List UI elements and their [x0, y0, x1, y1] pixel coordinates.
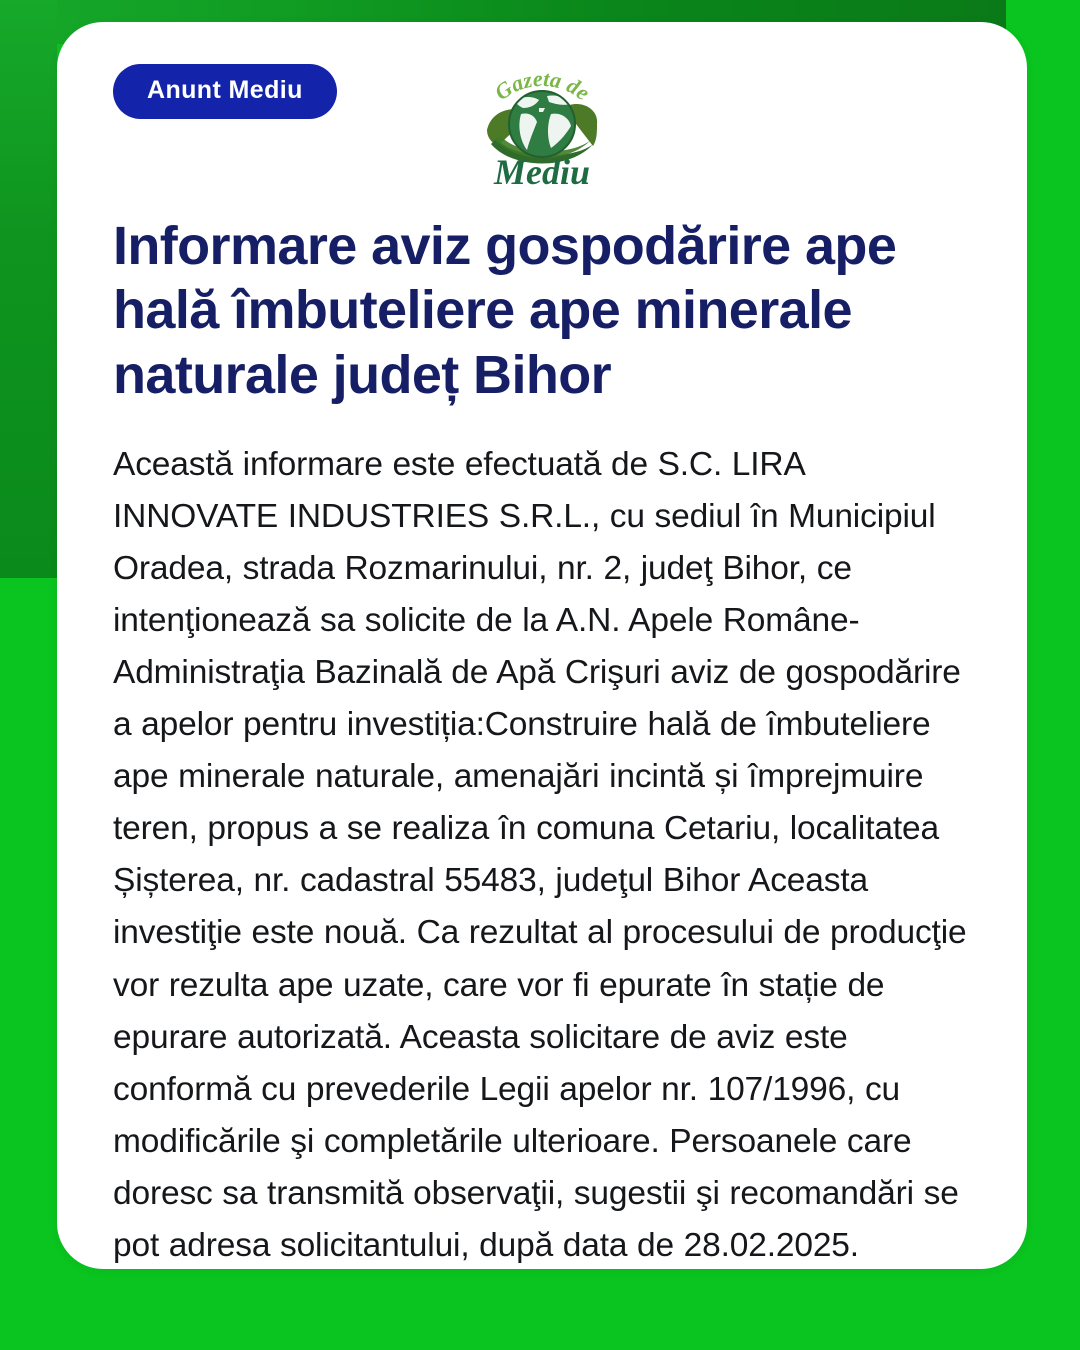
category-badge[interactable]: Anunt Mediu	[113, 64, 337, 119]
globe-icon	[509, 91, 575, 157]
card-header	[113, 52, 971, 192]
page-title: Informare aviz gospodărire ape hală îmbuteliere ape minerale naturale județ Bihor	[113, 216, 897, 405]
content-card	[57, 22, 1027, 1269]
gazeta-de-mediu-logo	[467, 52, 617, 192]
logo-top-text: Gazeta de	[489, 65, 595, 106]
article-body: Această informare este efectuată de S.C. LIRA INNOVATE INDUSTRIES S.R.L., cu sediul în Municipiul Oradea, strada Rozmarinului, nr. 2, judeţ Bihor, ce intenţionează sa solicite de la A.N. Apele Române-Administraţia Bazinală de Apă Crişuri aviz de gospodărire a apelor pentru investiția:Construire hală de îmbuteliere ape minerale naturale, amenajări incintă și împrejmuire teren, propus a se realiza în comuna Cetariu, localitatea Șișterea, nr. cadastral 55483, judeţul Bihor Aceasta investiţie este nouă. Ca rezultat al procesului de producţie vor rezulta ape uzate, care vor fi epurate în stație de epurare autorizată. Aceasta solicitare de aviz este conformă cu prevederile Legii apelor nr. 107/1996, cu modificările şi completările ulterioare. Persoanele care doresc sa transmită observaţii, sugestii şi recomandări se pot adresa solicitantului, după data de 28.02.2025.	[113, 445, 967, 1264]
logo-bottom-text: Mediu	[493, 152, 591, 192]
decoration-left-column	[0, 0, 57, 578]
